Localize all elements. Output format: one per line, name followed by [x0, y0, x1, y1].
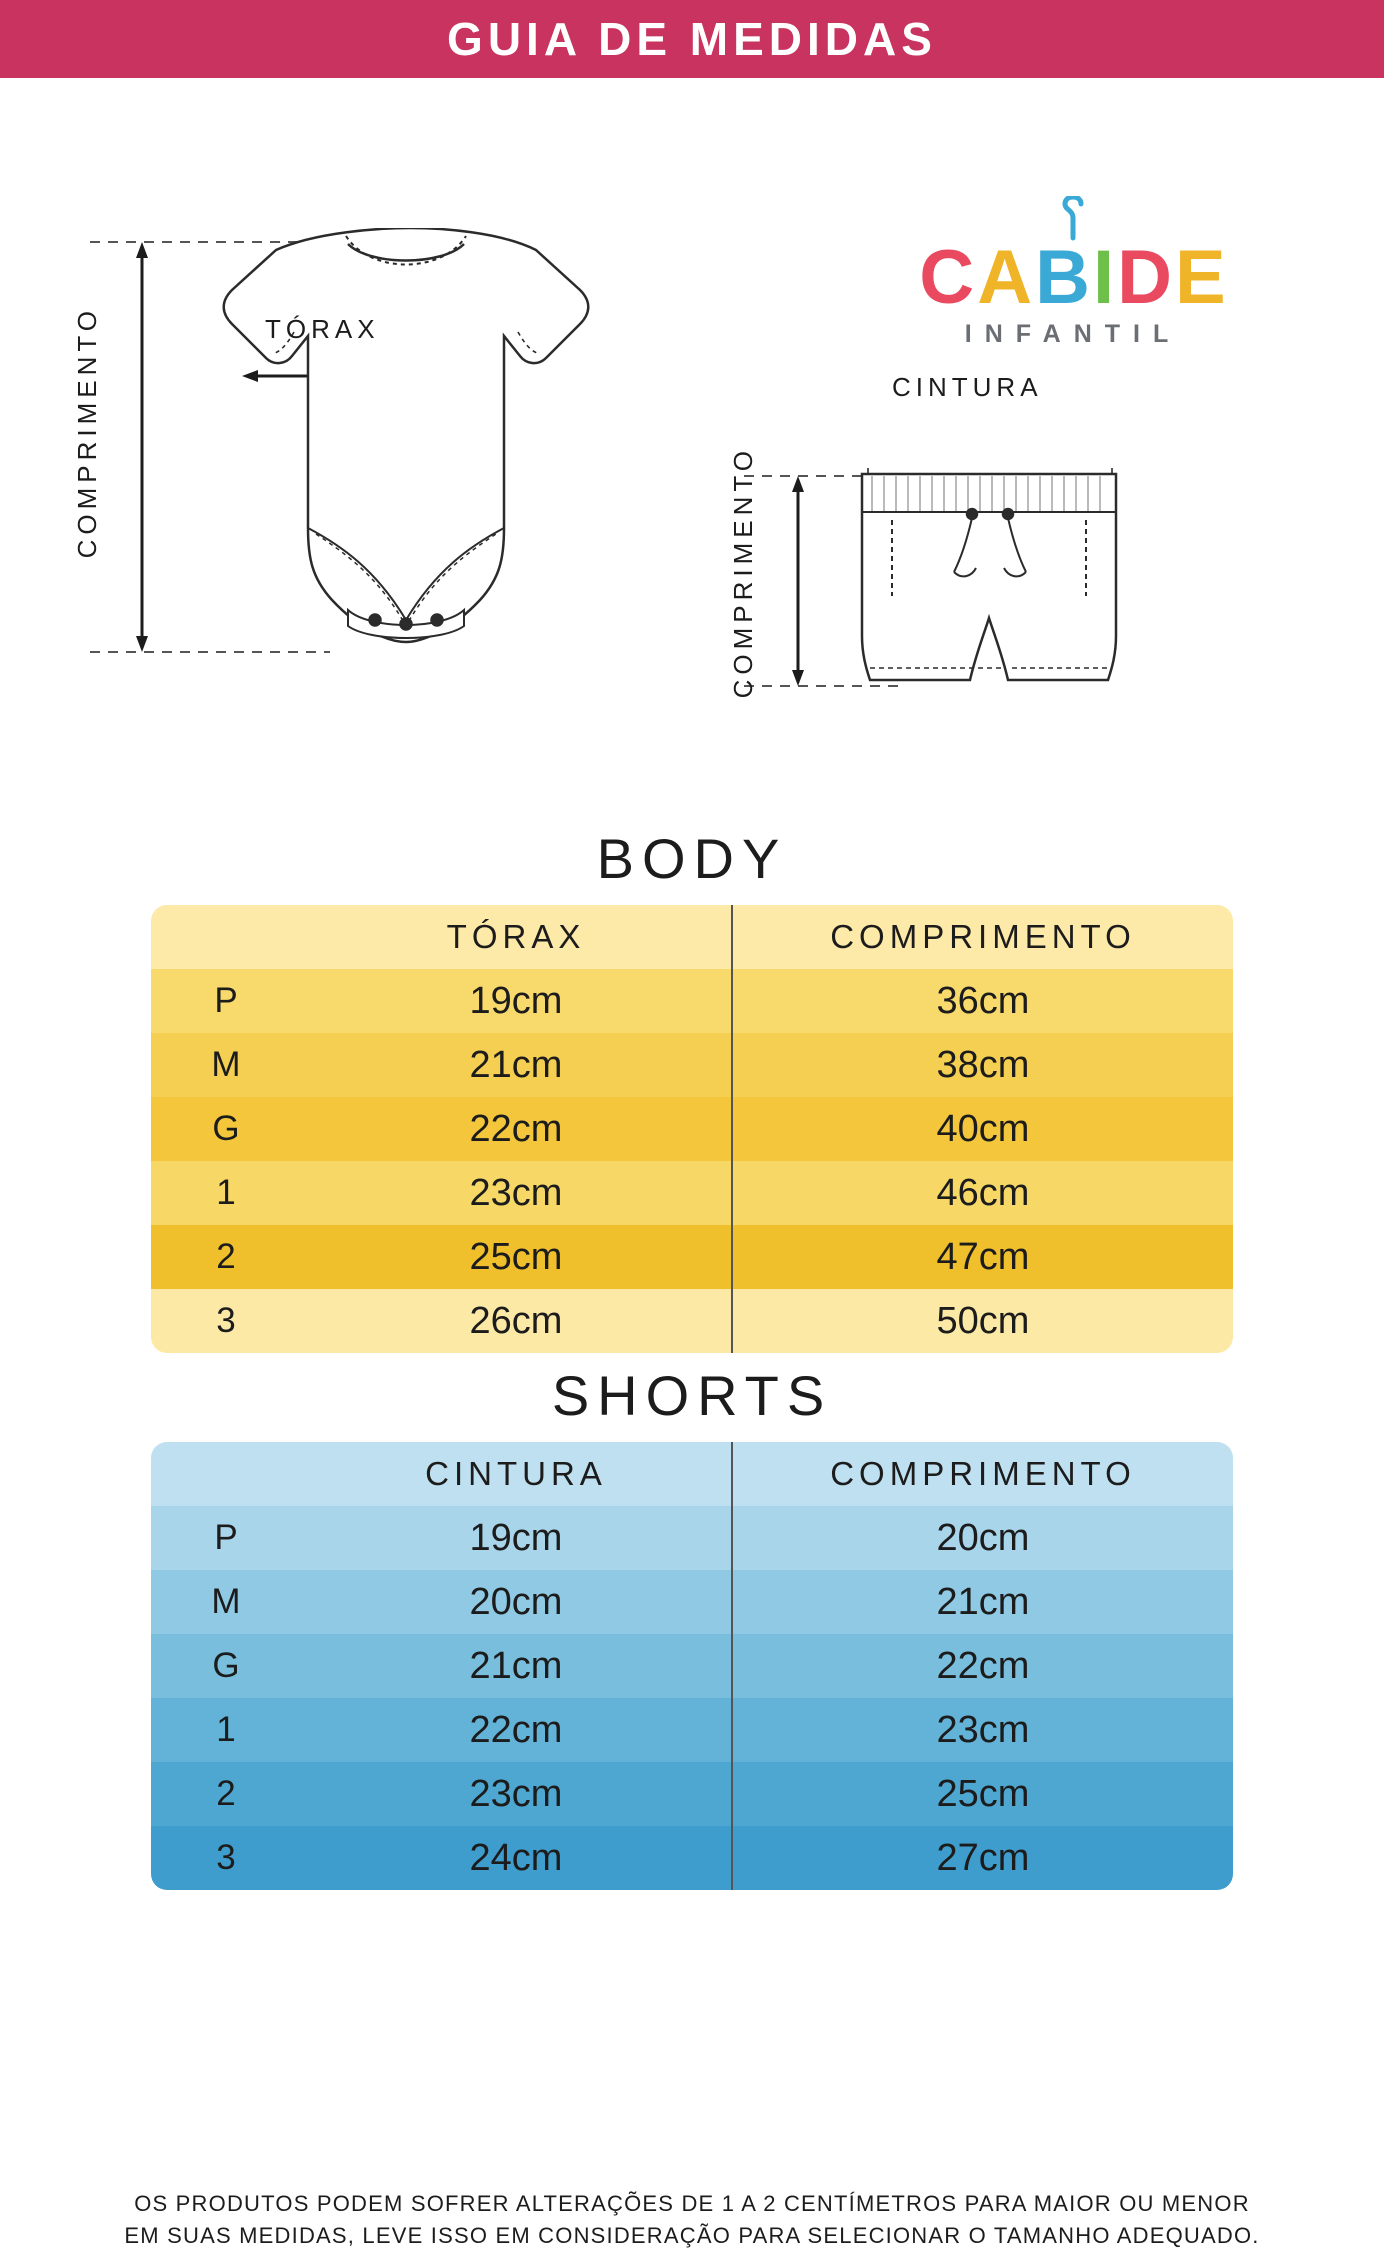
body-table-wrap	[0, 905, 1384, 1353]
row-waist: 19cm	[301, 1506, 732, 1570]
row-size: M	[151, 1570, 301, 1634]
logo-letter: C	[919, 235, 976, 320]
row-length: 47cm	[732, 1225, 1233, 1289]
row-length: 23cm	[732, 1698, 1233, 1762]
shorts-measurements-table	[151, 1442, 1233, 1890]
section-title-body: BODY	[596, 827, 788, 890]
row-size: 3	[151, 1289, 301, 1353]
row-size: 3	[151, 1826, 301, 1890]
row-chest: 26cm	[301, 1289, 732, 1353]
table-row	[151, 1506, 1233, 1570]
brand-logo	[858, 196, 1288, 349]
table-row	[151, 1225, 1233, 1289]
row-waist: 23cm	[301, 1762, 732, 1826]
table-header-row	[151, 905, 1233, 969]
footer-disclaimer	[0, 2188, 1384, 2252]
row-waist: 20cm	[301, 1570, 732, 1634]
body-chest-label: TÓRAX	[265, 314, 380, 344]
page-header	[0, 0, 1384, 78]
logo-subtitle: INFANTIL	[964, 320, 1182, 349]
shorts-table-wrap	[0, 1442, 1384, 1890]
row-size: P	[151, 969, 301, 1033]
table-row	[151, 1161, 1233, 1225]
row-length: 20cm	[732, 1506, 1233, 1570]
row-length: 38cm	[732, 1033, 1233, 1097]
table-row	[151, 1762, 1233, 1826]
row-waist: 24cm	[301, 1826, 732, 1890]
shorts-garment-diagram	[728, 372, 1340, 748]
illustration-area	[0, 78, 1384, 818]
table-row	[151, 1826, 1233, 1890]
logo-letter: A	[977, 235, 1034, 320]
table-row	[151, 1698, 1233, 1762]
row-length: 50cm	[732, 1289, 1233, 1353]
row-chest: 23cm	[301, 1161, 732, 1225]
logo-letter: E	[1174, 235, 1227, 320]
header-length: COMPRIMENTO	[732, 905, 1233, 969]
row-length: 25cm	[732, 1762, 1233, 1826]
table-row	[151, 1289, 1233, 1353]
logo-letter: I	[1092, 235, 1116, 320]
row-size: G	[151, 1634, 301, 1698]
row-length: 21cm	[732, 1570, 1233, 1634]
row-size: 2	[151, 1225, 301, 1289]
table-header-row	[151, 1442, 1233, 1506]
row-size: 1	[151, 1698, 301, 1762]
body-length-label: COMPRIMENTO	[72, 306, 102, 559]
row-size: P	[151, 1506, 301, 1570]
header-size	[151, 905, 301, 969]
row-chest: 22cm	[301, 1097, 732, 1161]
table-row	[151, 1634, 1233, 1698]
row-size: 2	[151, 1762, 301, 1826]
body-garment-diagram	[72, 228, 740, 668]
logo-letter: B	[1035, 235, 1091, 320]
logo-letter: D	[1117, 235, 1173, 320]
row-chest: 19cm	[301, 969, 732, 1033]
row-waist: 21cm	[301, 1634, 732, 1698]
row-length: 27cm	[732, 1826, 1233, 1890]
shorts-length-label: COMPRIMENTO	[728, 446, 758, 699]
row-size: G	[151, 1097, 301, 1161]
footer-line-1: OS PRODUTOS PODEM SOFRER ALTERAÇÕES DE 1 A 2 CENTÍMETROS PARA MAIOR OU MENOR	[134, 2191, 1250, 2217]
row-waist: 22cm	[301, 1698, 732, 1762]
table-row	[151, 1033, 1233, 1097]
section-title-shorts: SHORTS	[551, 1364, 833, 1427]
table-row	[151, 1097, 1233, 1161]
table-row	[151, 1570, 1233, 1634]
footer-line-2: EM SUAS MEDIDAS, LEVE ISSO EM CONSIDERAÇÃO PARA SELECIONAR O TAMANHO ADEQUADO.	[124, 2223, 1260, 2249]
row-length: 46cm	[732, 1161, 1233, 1225]
page-title: GUIA DE MEDIDAS	[447, 13, 937, 65]
header-chest: TÓRAX	[301, 905, 732, 969]
row-size: 1	[151, 1161, 301, 1225]
shorts-waist-label: CINTURA	[892, 372, 1043, 402]
header-size	[151, 1442, 301, 1506]
table-row	[151, 969, 1233, 1033]
header-waist: CINTURA	[301, 1442, 732, 1506]
row-chest: 25cm	[301, 1225, 732, 1289]
row-length: 36cm	[732, 969, 1233, 1033]
row-chest: 21cm	[301, 1033, 732, 1097]
row-size: M	[151, 1033, 301, 1097]
header-length: COMPRIMENTO	[732, 1442, 1233, 1506]
hanger-icon	[858, 196, 1288, 242]
body-measurements-table	[151, 905, 1233, 1353]
row-length: 40cm	[732, 1097, 1233, 1161]
row-length: 22cm	[732, 1634, 1233, 1698]
logo-wordmark	[858, 235, 1288, 320]
